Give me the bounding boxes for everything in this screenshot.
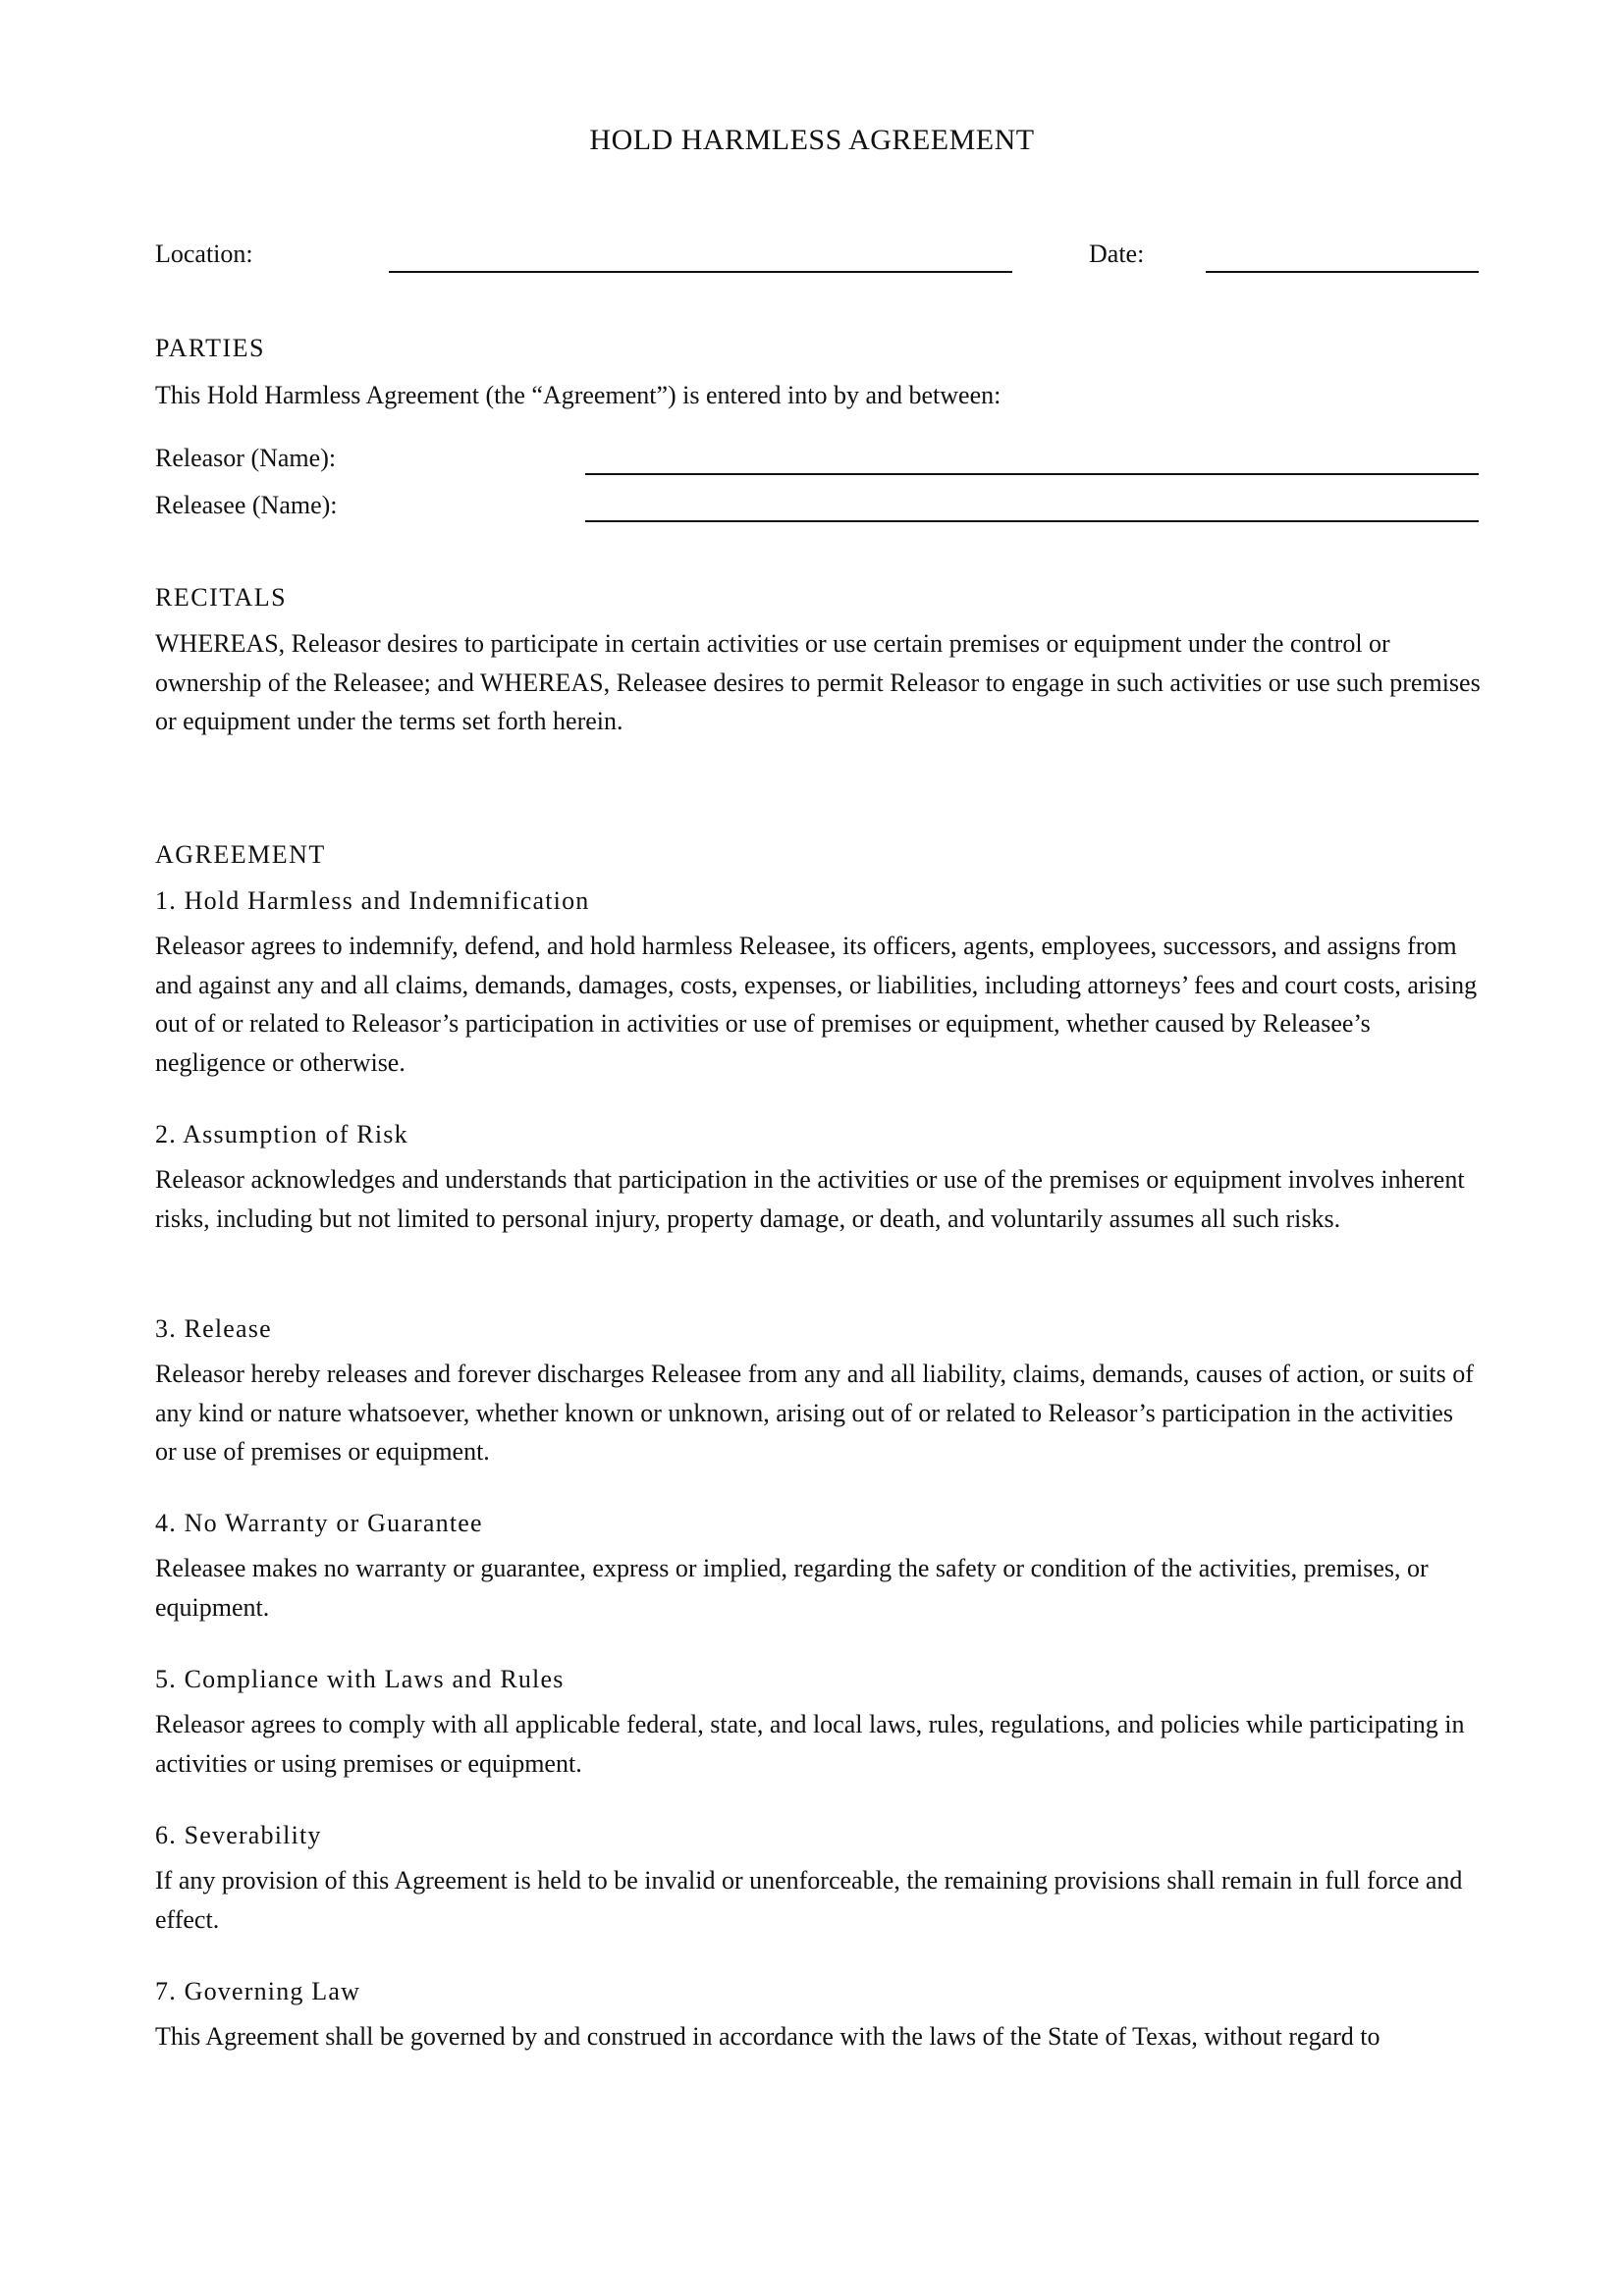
section-text: Releasor acknowledges and understands that participation in the activities or use of the premises or equipment involves inherent risks, including but not limited to personal injury, property damage, or death, and voluntarily assumes all such risks. <box>155 1165 1465 1233</box>
section-title: 5. Compliance with Laws and Rules <box>155 1665 565 1693</box>
releasor-label: Releasor (Name): <box>155 444 337 472</box>
section-text: This Agreement shall be governed by and construed in accordance with the laws of the State of Texas, without regard to <box>155 2022 1380 2051</box>
section-text: Releasor agrees to comply with all applicable federal, state, and local laws, rules, regulations, and policies while participating in activities or using premises or equipment. <box>155 1710 1465 1778</box>
section-title: 1. Hold Harmless and Indemnification <box>155 886 590 915</box>
releasee-label: Releasee (Name): <box>155 491 338 519</box>
parties-intro: This Hold Harmless Agreement (the “Agreement”) is entered into by and between: <box>155 381 1001 409</box>
date-field-line[interactable] <box>1206 271 1479 273</box>
releasor-name-line[interactable] <box>585 473 1479 475</box>
section-title: 2. Assumption of Risk <box>155 1120 408 1148</box>
section-text: Releasor agrees to indemnify, defend, and hold harmless Releasee, its officers, agents, employees, successors, and assigns from and against any and all claims, demands, damages, costs, expenses, or liabilities, including attorneys’ fees and court costs, arising out of or related to Releasor’s participation in activities or use of premises or equipment, whether caused by Releasee’s negligence or otherwise. <box>155 932 1478 1077</box>
section-text: Releasor hereby releases and forever discharges Releasee from any and all liability, claims, demands, causes of action, or suits of any kind or nature whatsoever, whether known or unknown, arising out of or related to Releasor’s participation in the activities or use of premises or equipment. <box>155 1360 1474 1467</box>
releasee-name-line[interactable] <box>585 520 1479 522</box>
recitals-text: WHEREAS, Releasor desires to participate in certain activities or use certain premises or equipment under the control or ownership of the Releasee; and WHEREAS, Releasee desires to permit Releasor to engage in such activities or use such premises or equipment under the terms set forth herein. <box>155 629 1481 736</box>
document-title: HOLD HARMLESS AGREEMENT <box>589 124 1035 156</box>
date-label: Date: <box>1089 240 1145 268</box>
parties-heading: PARTIES <box>155 334 266 362</box>
section-title: 4. No Warranty or Guarantee <box>155 1509 483 1537</box>
section-title: 3. Release <box>155 1314 272 1343</box>
section-title: 6. Severability <box>155 1821 322 1849</box>
location-label: Location: <box>155 240 253 268</box>
location-field-line[interactable] <box>389 271 1012 273</box>
section-title: 7. Governing Law <box>155 1977 361 2005</box>
section-text: Releasee makes no warranty or guarantee, express or implied, regarding the safety or condition of the activities, premises, or equipment. <box>155 1554 1429 1622</box>
section-text: If any provision of this Agreement is held to be invalid or unenforceable, the remaining provisions shall remain in full force and effect. <box>155 1866 1463 1934</box>
agreement-heading: AGREEMENT <box>155 840 326 869</box>
recitals-heading: RECITALS <box>155 583 288 612</box>
